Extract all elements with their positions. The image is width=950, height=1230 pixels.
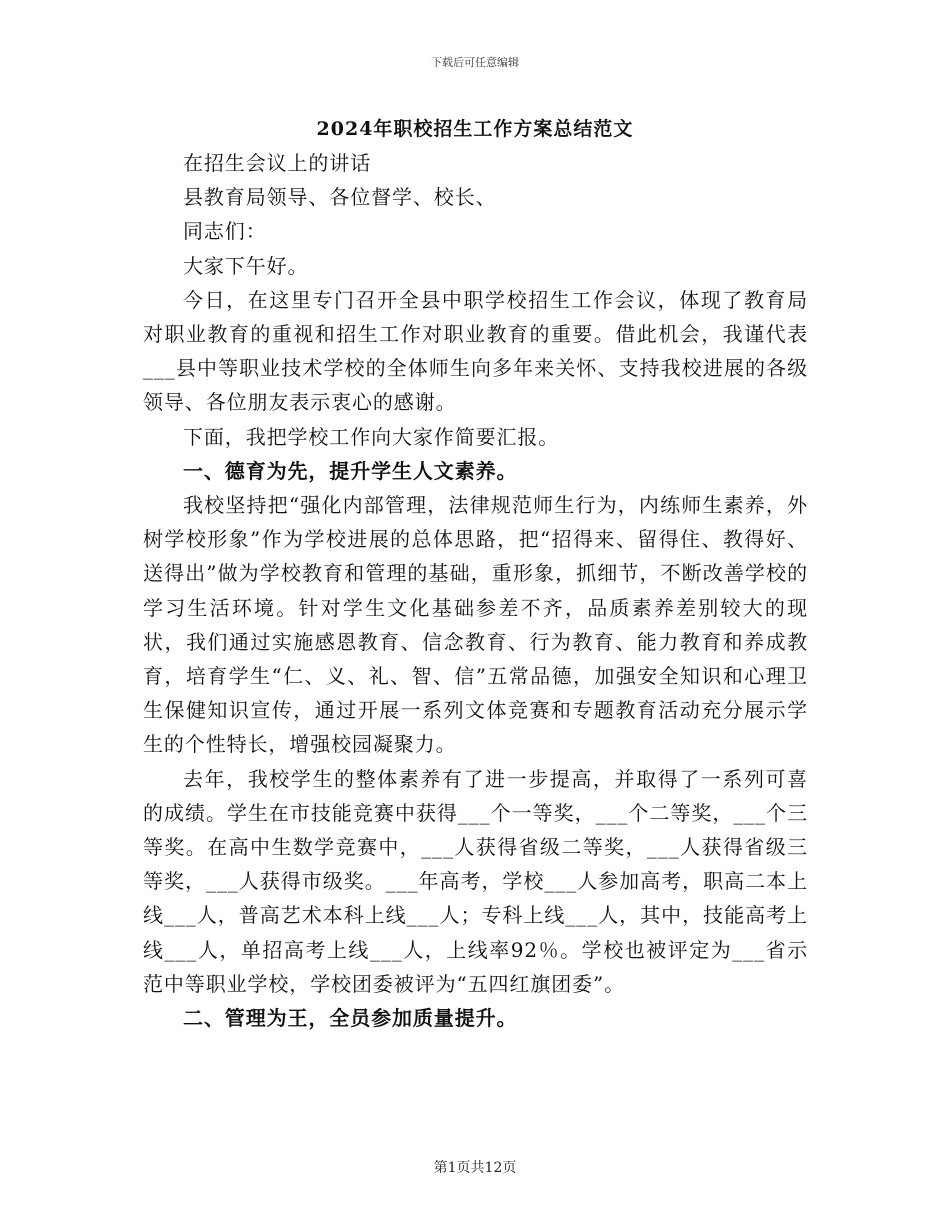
paragraph-moral-education: 我校坚持把“强化内部管理，法律规范师生行为，内练师生素养，外树学校形象”作为学校进展的总体思路，把“招得来、留得住、教得好、送得出”做为学校教育和管理的基础，重形象，抓细节，不断改善学校的学习生活环境。针对学生文化基础参差不齐，品质素养差别较大的现状，我们通过实施感恩教育、信念教育、行为教育、能力教育和养成教育，培育学生“仁、义、礼、智、信”五常品德，加强安全知识和心理卫生保健知识宣传，通过开展一系列文体竞赛和专题教育活动充分展示学生的个性特长，增强校园凝聚力。 [143, 493, 808, 757]
page-header: 下载后可任意编辑 [431, 56, 519, 69]
paragraph-achievements: 去年，我校学生的整体素养有了进一步提高，并取得了一系列可喜的成绩。学生在市技能竞赛中获得___个一等奖，___个二等奖，___个三等奖。在高中生数学竞赛中，___人获得省级二等奖，___人获得省级三等奖，___人获得市级奖。___年高考，学校___人参加高考，职高二本上线___人，普高艺术本科上线___人；专科上线___人，其中，技能高考上线___人，单招高考上线___人，上线率92％。学校也被评定为___省示范中等职业学校，学校团委被评为“五四红旗团委”。 [143, 766, 808, 996]
section-heading-1: 一、德育为先，提升学生人文素养。 [183, 458, 518, 483]
paragraph-speech-title: 在招生会议上的讲话 [183, 151, 372, 175]
paragraph-report-intro: 下面，我把学校工作向大家作简要汇报。 [183, 424, 560, 449]
paragraph-greeting: 大家下午好。 [183, 253, 309, 278]
document-body [143, 146, 808, 1035]
section-heading-2: 二、管理为王，全员参加质量提升。 [183, 1006, 518, 1031]
page-number: 第1页共12页 [433, 1160, 517, 1176]
paragraph-salutation-2: 同志们： [183, 219, 267, 244]
document-title: 2024年职校招生工作方案总结范文 [316, 118, 634, 140]
paragraph-salutation-1: 县教育局领导、各位督学、校长、 [183, 185, 497, 210]
paragraph-opening: 今日，在这里专门召开全县中职学校招生工作会议，体现了教育局对职业教育的重视和招生工作对职业教育的重要。借此机会，我谨代表___县中等职业技术学校的全体师生向多年来关怀、支持我校进展的各级领导、各位朋友表示衷心的感谢。 [143, 287, 808, 415]
